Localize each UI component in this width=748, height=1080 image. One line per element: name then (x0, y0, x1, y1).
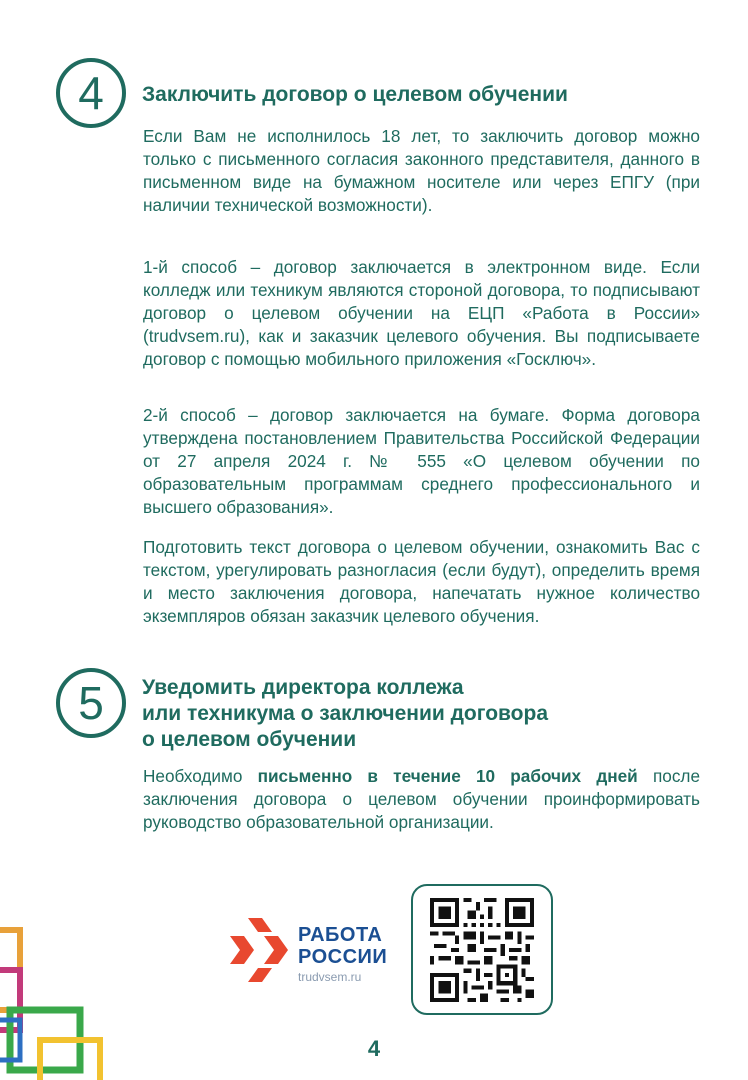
step-5-number: 5 (78, 677, 104, 729)
rabota-rossii-logo-icon (230, 914, 294, 984)
logo-line-1: РАБОТА (298, 924, 383, 946)
step-4-title: Заключить договор о целевом обучении (142, 83, 568, 106)
qr-code-frame (411, 884, 553, 1015)
step-4-paragraph-2: 1-й способ – договор заключается в электронном виде. Если колледж или техникум являются стороной договора, то подписывают договор о целевом обучении на ЕЦП «Работа в России» (trudvsem.ru), как и заказчик целевого обучения. Вы подписываете договор с помощью мобильного приложения «Госключ». (143, 257, 700, 369)
step-4-paragraph-4: Подготовить текст договора о целевом обучении, ознакомить Вас с текстом, урегулировать разногласия (если будут), определить время и место заключения договора, напечатать нужное количество экземпляров обязан заказчик целевого обучения. (143, 537, 700, 626)
step-5-paragraph-bold: письменно в течение 10 рабочих дней (257, 766, 638, 786)
step-4-paragraph-1: Если Вам не исполнилось 18 лет, то заключить договор можно только с письменного согласия законного представителя, данного в письменном виде на бумажном носителе или через ЕПГУ (при наличии технической возможности). (143, 126, 700, 215)
step-5-badge (56, 668, 126, 738)
step-5-paragraph-start: Необходимо (143, 766, 258, 786)
step-5-title (142, 675, 548, 753)
step-4-paragraph-3: 2-й способ – договор заключается на бумаге. Форма договора утверждена постановлением Правительства Российской Федерации от 27 апреля 2024 г. № 555 «О целевом обучении по образовательным программам среднего профессионального и высшего образования». (143, 405, 700, 517)
step-5-paragraph (143, 765, 700, 834)
step-5-title-line-3: о целевом обучении (142, 728, 357, 751)
step-4-number: 4 (78, 67, 104, 119)
logo-line-2: РОССИИ (298, 946, 388, 968)
qr-code-icon[interactable] (430, 898, 534, 1002)
page-number: 4 (367, 1036, 381, 1061)
step-5-title-line-1: Уведомить директора коллежа (142, 676, 464, 699)
logo-site: trudvsem.ru (298, 970, 362, 984)
step-5-paragraph-end: после заключения договора о целевом обучении проинформировать руководство образовательной организации. (143, 766, 700, 832)
step-4-badge (56, 58, 126, 128)
step-5-title-line-2: или техникума о заключении договора (142, 702, 549, 725)
rabota-rossii-logo (230, 910, 400, 990)
